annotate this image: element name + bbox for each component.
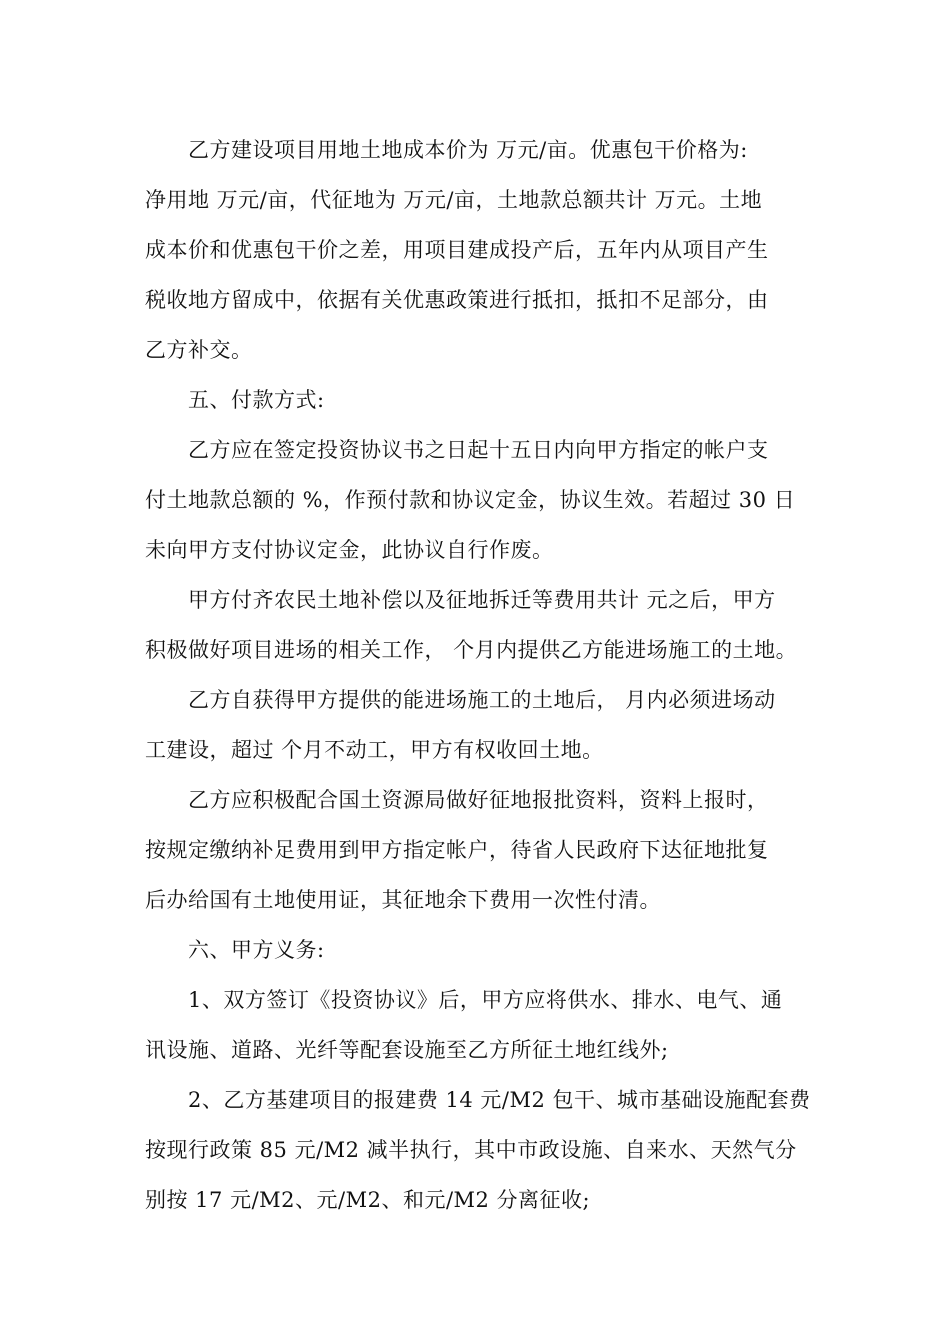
paragraph-line: 积极做好项目进场的相关工作， 个月内提供乙方能进场施工的土地。 (145, 638, 798, 662)
paragraph-line: 乙方补交。 (145, 338, 253, 362)
paragraph-line: 2、乙方基建项目的报建费 14 元/M2 包干、城市基础设施配套费 (188, 1088, 811, 1112)
paragraph-line: 乙方自获得甲方提供的能进场施工的土地后， 月内必须进场动 (188, 688, 776, 712)
paragraph-line: 未向甲方支付协议定金，此协议自行作废。 (145, 538, 554, 562)
paragraph-line: 乙方建设项目用地土地成本价为 万元/亩。优惠包干价格为: (188, 138, 748, 162)
paragraph-line: 净用地 万元/亩，代征地为 万元/亩，土地款总额共计 万元。土地 (145, 188, 763, 212)
paragraph-line: 按规定缴纳补足费用到甲方指定帐户，待省人民政府下达征地批复 (145, 838, 769, 862)
paragraph-line: 工建设，超过 个月不动工，甲方有权收回土地。 (145, 738, 604, 762)
paragraph-line: 后办给国有土地使用证，其征地余下费用一次性付清。 (145, 888, 661, 912)
paragraph-line: 讯设施、道路、光纤等配套设施至乙方所征土地红线外; (145, 1038, 669, 1062)
paragraph-line: 乙方应积极配合国土资源局做好征地报批资料，资料上报时， (188, 788, 769, 812)
section-heading: 五、付款方式: (188, 388, 325, 412)
paragraph-line: 成本价和优惠包干价之差，用项目建成投产后，五年内从项目产生 (145, 238, 769, 262)
paragraph-line: 按现行政策 85 元/M2 减半执行，其中市政设施、自来水、天然气分 (145, 1138, 797, 1162)
paragraph-line: 别按 17 元/M2、元/M2、和元/M2 分离征收; (145, 1188, 591, 1212)
paragraph-line: 税收地方留成中，依据有关优惠政策进行抵扣，抵扣不足部分，由 (145, 288, 769, 312)
paragraph-line: 1、双方签订《投资协议》后，甲方应将供水、排水、电气、通 (188, 988, 783, 1012)
paragraph-line: 付土地款总额的 %，作预付款和协议定金，协议生效。若超过 30 日 (145, 488, 796, 512)
paragraph-line: 乙方应在签定投资协议书之日起十五日内向甲方指定的帐户支 (188, 438, 769, 462)
paragraph-line: 甲方付齐农民土地补偿以及征地拆迁等费用共计 元之后，甲方 (188, 588, 776, 612)
section-heading: 六、甲方义务: (188, 938, 325, 962)
